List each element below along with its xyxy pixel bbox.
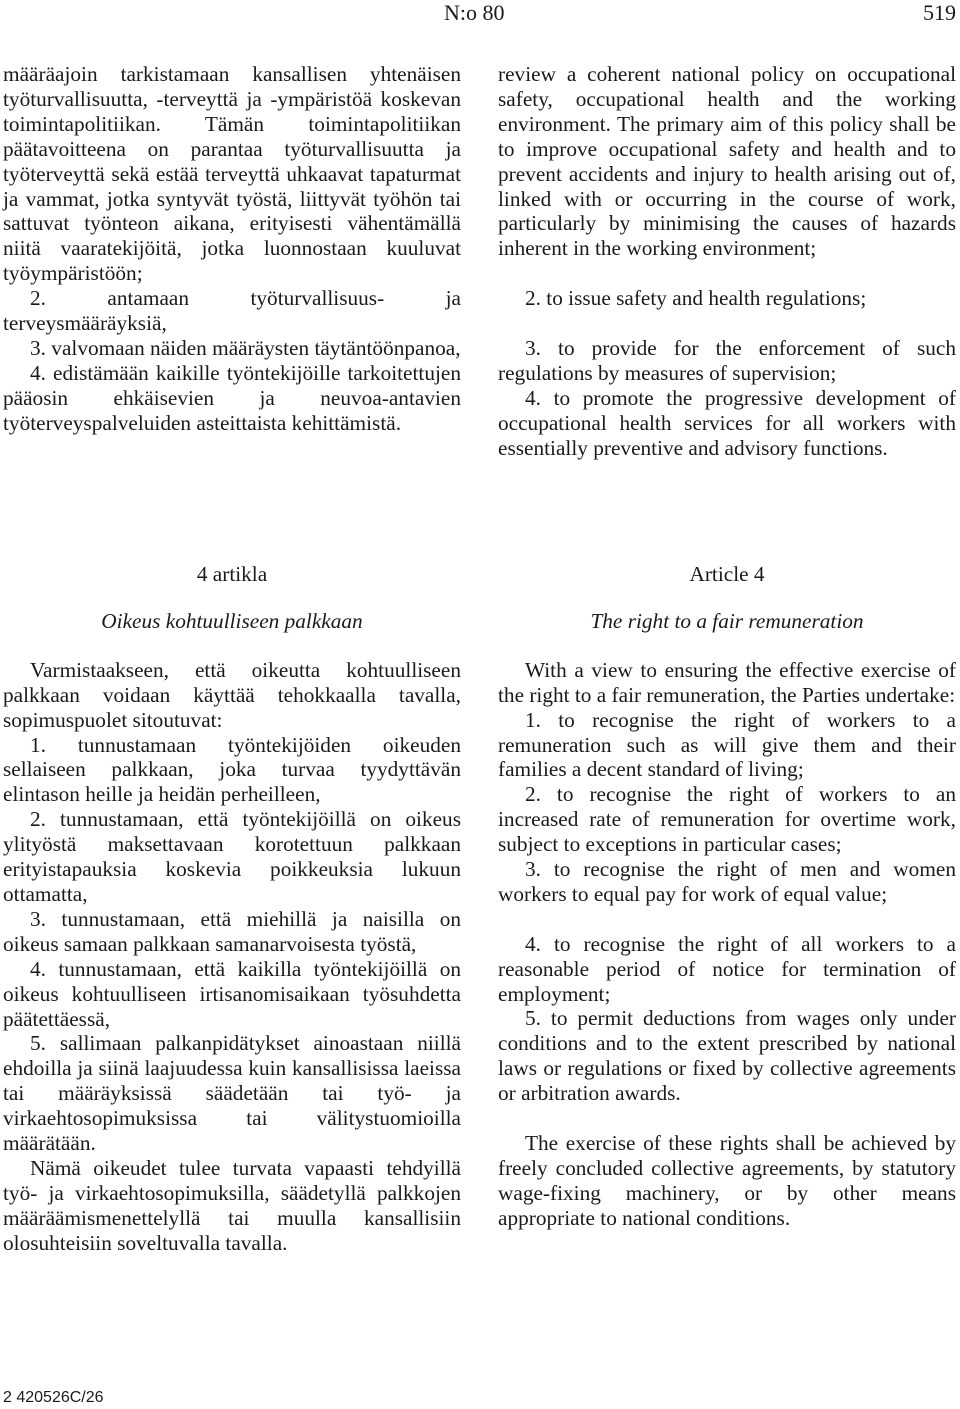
list-item: 2. antamaan työturvallisuus- ja terveysmääräyksiä, <box>3 286 461 336</box>
article-closing: Nämä oikeudet tulee turvata vapaasti tehdyillä työ- ja virkaehtosopimuksilla, säädetyllä palkkojen määräämismenettelyllä tai muulla kansallisiin olosuhteisiin soveltuvalla tavalla. <box>3 1155 461 1255</box>
article-title: The right to a fair remuneration <box>590 608 864 633</box>
list-item: 2. to recognise the right of workers to an increased rate of remuneration for overtime work, subject to exceptions in particular cases; <box>498 782 956 857</box>
english-article-4 <box>498 562 956 1231</box>
list-item: 2. to issue safety and health regulations; <box>525 286 867 311</box>
paragraph: review a coherent national policy on occupational safety, occupational health and the working environment. The primary aim of this policy shall be to improve occupational safety and health and to prevent accidents and injury to health arising out of, linked with or occurring in the course of work, particularly by minimising the causes of hazards inherent in the working environment; <box>498 62 956 261</box>
list-item: 3. valvomaan näiden määräysten täytäntöönpanoa, <box>30 335 461 360</box>
paragraph: määräajoin tarkistamaan kansallisen yhtenäisen työturvallisuutta, -terveyttä ja -ympäristöä koskevan toimintapolitiikan. Tämän toimintapolitiikan päätavoitteena on parantaa työturvallisuutta ja työterveyttä sekä estää terveyttä uhkaavat tapaturmat ja vammat, jotka syntyvät työstä, liittyvät työhön tai sattuvat työnteon aikana, erityisesti vähentämällä niitä vaaratekijöitä, jotka luonnostaan kuuluvat työympäristöön; <box>3 62 461 286</box>
english-top-section <box>498 62 956 460</box>
finnish-article-4 <box>3 562 461 1256</box>
page-number: 519 <box>923 0 956 25</box>
list-item: 1. to recognise the right of workers to a remuneration such as will give them and their families a decent standard of living; <box>498 707 956 782</box>
list-item: 4. to recognise the right of all workers to a reasonable period of notice for termination of employment; <box>498 931 956 1006</box>
list-item: 4. tunnustamaan, että kaikilla työntekijöillä on oikeus kohtuulliseen irtisanomisaikaan työsuhdetta päätettäessä, <box>3 956 461 1031</box>
article-intro: With a view to ensuring the effective exercise of the right to a fair remuneration, the Parties undertake: <box>498 657 956 707</box>
article-number: Article 4 <box>689 562 765 586</box>
article-closing: The exercise of these rights shall be achieved by freely concluded collective agreements, by statutory wage-fixing machinery, or by other means appropriate to national conditions. <box>498 1131 956 1230</box>
print-code: 2 420526C/26 <box>3 1389 104 1406</box>
list-item: 3. tunnustamaan, että miehillä ja naisilla on oikeus samaan palkkaan samanarvoisesta työstä, <box>3 906 461 956</box>
article-number: 4 artikla <box>196 562 268 586</box>
finnish-top-section <box>3 62 461 436</box>
article-intro: Varmistaakseen, että oikeutta kohtuulliseen palkkaan voidaan käyttää tehokkaalla tavalla, sopimuspuolet sitoutuvat: <box>3 657 461 732</box>
list-item: 5. sallimaan palkanpidätykset ainoastaan niillä ehdoilla ja siinä laajuudessa kuin kansallisissa laeissa tai määräyksissä säädetään tai työ- ja virkaehtosopimuksissa tai välitystuomioilla määrätään. <box>3 1031 461 1156</box>
list-item: 3. to recognise the right of men and women workers to equal pay for work of equal value; <box>498 857 956 906</box>
list-item: 1. tunnustamaan työntekijöiden oikeuden sellaiseen palkkaan, joka turvaa tyydyttävän elintason heille ja heidän perheilleen, <box>3 732 461 807</box>
list-item: 2. tunnustamaan, että työntekijöillä on oikeus ylityöstä maksettavaan korotettuun palkkaan erityistapauksia koskevia poikkeuksia lukuun ottamatta, <box>3 807 461 906</box>
list-item: 4. edistämään kaikille työntekijöille tarkoitettujen pääosin ehkäisevien ja neuvoa-antavien työterveyspalveluiden asteittaista kehittämistä. <box>3 360 461 435</box>
list-item: 4. to promote the progressive development of occupational health services for all workers with essentially preventive and advisory functions. <box>498 385 956 460</box>
article-title: Oikeus kohtuulliseen palkkaan <box>101 608 363 633</box>
list-item: 3. to provide for the enforcement of such regulations by measures of supervision; <box>498 335 956 385</box>
list-item: 5. to permit deductions from wages only under conditions and to the extent prescribed by national laws or regulations or fixed by collective agreements or arbitration awards. <box>498 1006 956 1106</box>
journal-number: N:o 80 <box>444 0 505 25</box>
